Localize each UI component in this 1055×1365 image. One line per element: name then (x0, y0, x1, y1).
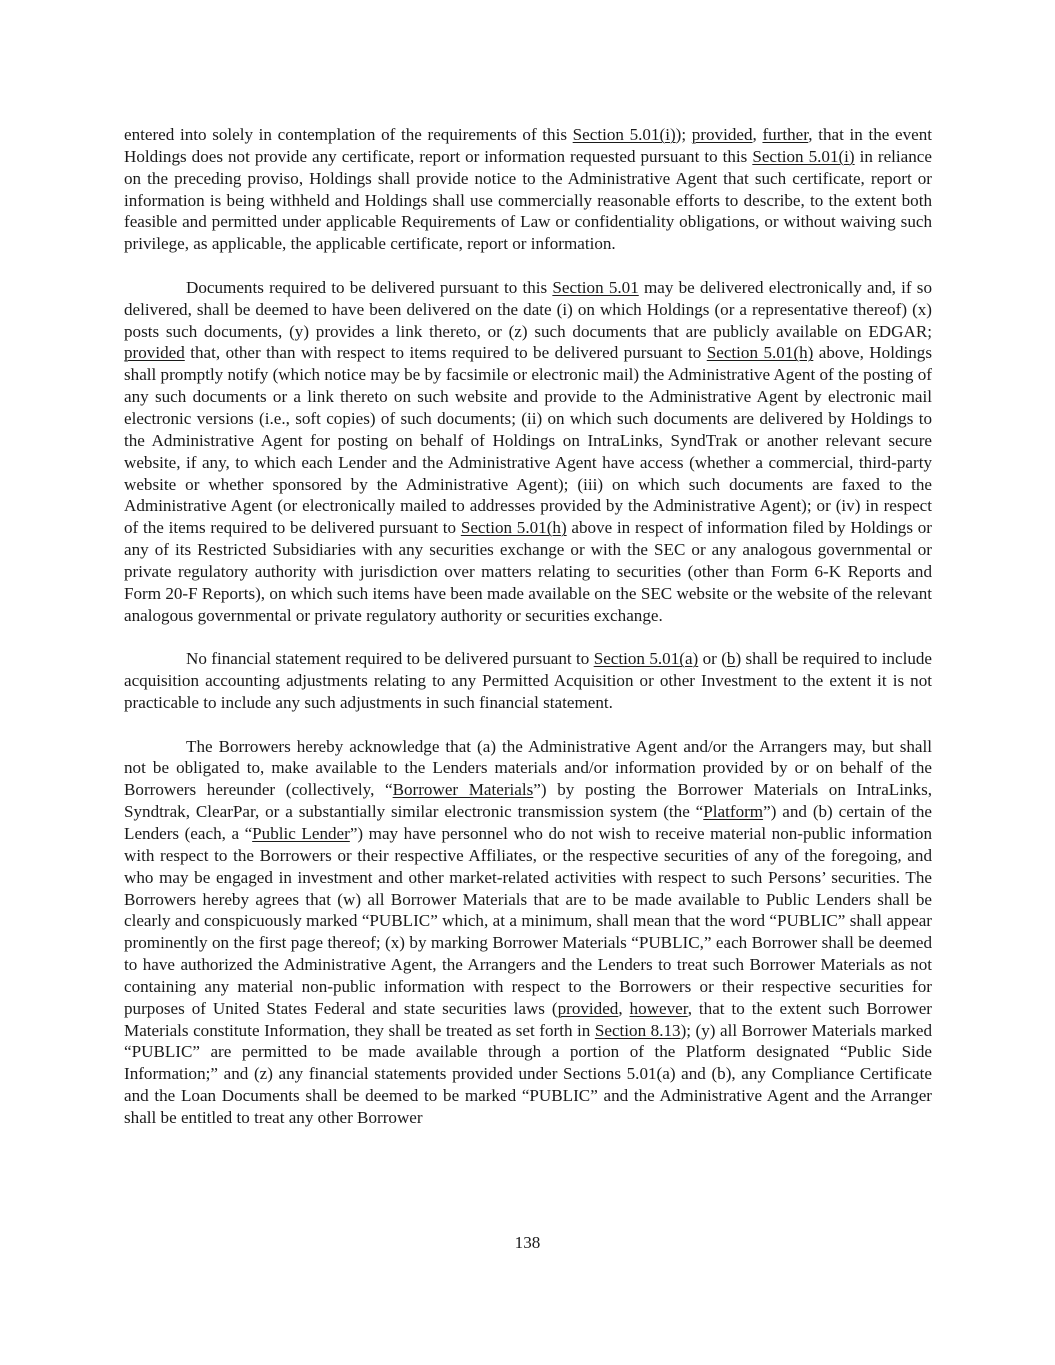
underlined-reference: b (726, 649, 736, 669)
paragraph-borrower-materials (124, 736, 932, 1129)
underlined-reference: Section 5.01(i) (572, 125, 676, 144)
page-number: 138 (514, 1233, 541, 1252)
text-run: in reliance on the preceding proviso, Holdings shall provide notice to the Administrative Agent that such certificate, report or information is being withheld and Holdings shall use commercially reasonable efforts to describe, to the extent both feasible and permitted under applicable Requirements of Law or confidentiality obligations, or without waiving such privilege, as applicable, the applicable certificate, report or information. (124, 146, 932, 254)
underlined-reference: Platform (703, 802, 764, 822)
text-run: ”) by posting the Borrower Materials on IntraLinks, Syndtrak, ClearPar, or a substantially similar electronic transmission system (the “ (124, 780, 932, 822)
text-run: , (618, 998, 630, 1018)
text-run: ”) may have personnel who do not wish to receive material non-public information with respect to the Borrowers or their respective Affiliates, or the respective securities of any of the foregoing, and who may be engaged in investment and other market-related activities with respect to such Persons’ securities. The Borrowers hereby agrees that (w) all Borrower Materials that are to be made available to Public Lenders shall be clearly and conspicuously marked “PUBLIC” which, at a minimum, shall mean that the word “PUBLIC” shall appear prominently on the first page thereof; (x) by marking Borrower Materials “PUBLIC,” each Borrower shall be deemed to have authorized the Administrative Agent, the Arrangers and the Lenders to treat such Borrower Materials as not containing any material non-public information with respect to the Borrowers or their respective securities for purposes of United States Federal and state securities laws ( (124, 824, 932, 1018)
underlined-reference: further (762, 125, 809, 144)
text-run: , that in the event Holdings does not provide any certificate, report or information requested pursuant to this (124, 125, 933, 166)
paragraph-electronic-delivery (124, 277, 932, 627)
underlined-reference: provided (691, 125, 753, 144)
underlined-reference: Section 5.01(a) (593, 649, 699, 669)
underlined-reference: Borrower Materials (392, 780, 534, 800)
text-run: may be delivered electronically and, if so delivered, shall be deemed to have been delivered on the date (i) on which Holdings (or a representative thereof) (x) posts such documents, (y) provides a link thereto, or (z) such documents that are publicly available on EDGAR; (124, 277, 932, 341)
text-run: that, other than with respect to items required to be delivered pursuant to (184, 343, 707, 363)
document-page (124, 124, 932, 1129)
text-run: , (752, 125, 763, 144)
underlined-reference: Section 8.13 (594, 1020, 681, 1040)
text-run: Documents required to be delivered pursuant to this (186, 277, 553, 297)
text-run: ”) and (b) certain of the Lenders (each, a “ (124, 802, 932, 843)
text-run: above, Holdings shall promptly notify (which notice may be by facsimile or electronic mail) the Administrative Agent of the posting of any such documents or a link thereto on such website and provide to the Administrative Agent by electronic mail electronic versions (i.e., soft copies) of such documents; (ii) on which such documents are delivered by Holdings to the Administrative Agent for posting on behalf of Holdings on IntraLinks, SyndTrak or another relevant secure website, if any, to which each Lender and the Administrative Agent have access (whether a commercial, third-party website or whether sponsored by the Administrative Agent); (iii) on which such documents are faxed to the Administrative Agent (or electronically mailed to addresses provided by the Administrative Agent); or (iv) in respect of the items required to be delivered pursuant to (124, 343, 932, 538)
underlined-reference: Public Lender (252, 824, 350, 843)
underlined-reference: provided (124, 343, 185, 363)
text-run: ); (675, 125, 692, 144)
underlined-reference: Section 5.01(h) (706, 343, 814, 363)
paragraph-acquisition-accounting (124, 648, 932, 714)
text-run: ) shall be required to include acquisition accounting adjustments relating to any Permitted Acquisition or other Investment to the extent it is not practicable to include any such adjustments in such financial statement. (124, 649, 933, 712)
underlined-reference: Section 5.01 (552, 277, 639, 297)
underlined-reference: Section 5.01(h) (460, 518, 567, 538)
text-run: ); (y) all Borrower Materials marked “PUBLIC” are permitted to be made available through a portion of the Platform designated “Public Side Information;” and (z) any financial statements provided under Sections 5.01(a) and (b), any Compliance Certificate and the Loan Documents shall be deemed to be marked “PUBLIC” and the Administrative Agent and the Arranger shall be entitled to treat any other Borrower (124, 1020, 932, 1127)
underlined-reference: Section 5.01(i) (752, 146, 855, 166)
text-run: The Borrowers hereby acknowledge that (a) the Administrative Agent and/or the Arrangers may, but shall not be obligated to, make available to the Lenders materials and/or information provided by or on behalf of the Borrowers hereunder (collectively, “ (124, 736, 932, 800)
underlined-reference: provided (557, 998, 619, 1018)
text-run: entered into solely in contemplation of the requirements of this (124, 125, 573, 144)
text-run: No financial statement required to be delivered pursuant to (186, 649, 594, 669)
underlined-reference: however (629, 998, 688, 1018)
text-run: , that to the extent such Borrower Materials constitute Information, they shall be treated as set forth in (124, 998, 932, 1040)
paragraph-continuation (124, 124, 932, 255)
text-run: or ( (698, 649, 727, 669)
text-run: above in respect of information filed by Holdings or any of its Restricted Subsidiaries with any securities exchange or with the SEC or any analogous governmental or private regulatory authority with jurisdiction over matters relating to securities (other than Form 6-K Reports and Form 20-F Reports), on which such items have been made available on the SEC website or the website of the relevant analogous governmental or private regulatory authority or securities exchange. (124, 518, 932, 625)
